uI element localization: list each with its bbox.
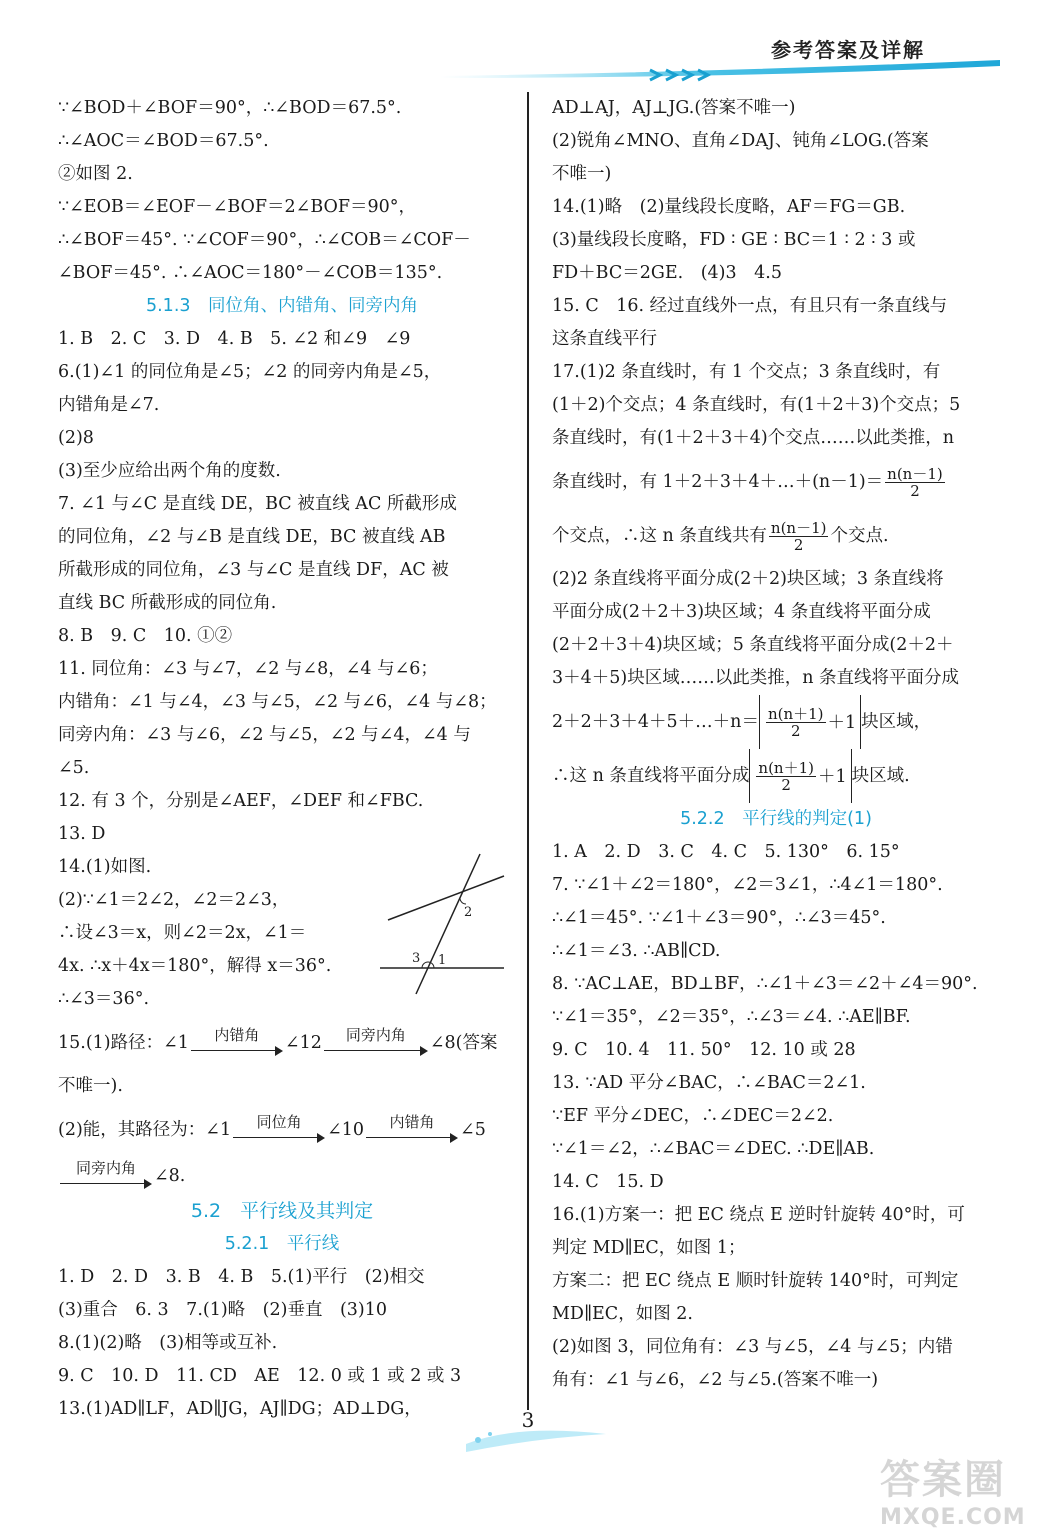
- text-line: (1＋2)个交点；4 条直线时，有(1＋2＋3)个交点；5: [552, 395, 961, 415]
- arrow-head-icon: [275, 1046, 283, 1056]
- text-line: 不唯一): [552, 164, 612, 184]
- text-line: 9. C 10. D 11. CD AE 12. 0 或 1 或 2 或 3: [58, 1366, 462, 1386]
- text-line: 直线 BC 所截形成的同位角.: [58, 593, 277, 613]
- labeled-arrow: [366, 1112, 458, 1146]
- text-line: 3＋4＋5)块区域……以此类推，n 条直线将平面分成: [552, 668, 960, 688]
- numerator: n(n－1): [887, 464, 943, 483]
- left-column: [58, 92, 506, 1426]
- text: 块区域.: [851, 766, 910, 786]
- text-line: 15. C 16. 经过直线外一点，有且只有一条直线与: [552, 296, 948, 316]
- text-line: (2)∵∠1＝2∠2，∠2＝2∠3，: [58, 890, 290, 910]
- angle-figure: [376, 846, 506, 998]
- text-line: (3)重合 6. 3 7.(1)略 (2)垂直 (3)10: [58, 1300, 388, 1320]
- column-divider: [527, 92, 529, 1410]
- numerator: n(n－1): [770, 518, 827, 537]
- denominator: 2: [781, 776, 791, 795]
- text-line: (2)8: [58, 428, 94, 448]
- text-line: 14. C 15. D: [552, 1172, 664, 1192]
- arrow-label: 同旁内角: [345, 1025, 406, 1044]
- text-line: 9. C 10. 4 11. 50° 12. 10 或 28: [552, 1040, 856, 1060]
- text-line: 条直线时，有(1＋2＋3＋4)个交点……以此类推，n: [552, 428, 954, 448]
- page-number: 3: [521, 1408, 535, 1432]
- angle-label-3: 3: [412, 951, 421, 966]
- text-line: ∴设∠3＝x，则∠2＝2x，∠1＝: [58, 923, 307, 943]
- formula-line: [552, 695, 1000, 749]
- text-line: ∴∠AOC＝∠BOD＝67.5°.: [58, 131, 269, 151]
- numerator: n(n＋1): [758, 758, 814, 777]
- text-line: 平面分成(2＋2＋3)块区域；4 条直线将平面分成: [552, 602, 931, 622]
- section-heading-5-2-1: 5.2.1 平行线: [224, 1234, 340, 1254]
- text-line: 不唯一).: [58, 1076, 123, 1096]
- angle-label-2: 2: [464, 905, 473, 920]
- text-line: 6.(1)∠1 的同位角是∠5；∠2 的同旁内角是∠5，: [58, 362, 442, 382]
- watermark-url: MXQE.COM: [880, 1505, 1026, 1530]
- text-line: (3)量线段长度略，FD ∶ GE ∶ BC＝1 ∶ 2 ∶ 3 或: [552, 230, 916, 250]
- text-line: 8. B 9. C 10. ①②: [58, 626, 233, 646]
- text: 个交点.: [830, 526, 889, 546]
- figure-line: [388, 876, 504, 920]
- text-line: 7. ∵∠1＋∠2＝180°，∠2＝3∠1，∴4∠1＝180°.: [552, 875, 943, 895]
- text-line: 13. D: [58, 824, 106, 844]
- text-line: 4x. ∴x＋4x＝180°，解得 x＝36°.: [58, 956, 332, 976]
- text-line: 1. D 2. D 3. B 4. B 5.(1)平行 (2)相交: [58, 1267, 425, 1287]
- text-line: 8. ∵AC⊥AE，BD⊥BF，∴∠1＋∠3＝∠2＋∠4＝90°.: [552, 974, 978, 994]
- text: ∠5: [460, 1120, 486, 1140]
- text: ＋1: [827, 712, 857, 733]
- section-heading-5-2-2: 5.2.2 平行线的判定(1): [680, 809, 872, 829]
- text-line: 这条直线平行: [552, 329, 657, 349]
- text-line: ∵∠EOB＝∠EOF－∠BOF＝2∠BOF＝90°，: [58, 197, 417, 217]
- angle-arc: [460, 898, 466, 904]
- fraction: [756, 760, 816, 794]
- arrow-head-icon: [420, 1046, 428, 1056]
- text: 条直线时，有 1＋2＋3＋4＋…＋(n－1)＝: [552, 472, 884, 492]
- text: ∴这 n 条直线将平面分成: [552, 766, 750, 786]
- text-line: ∵∠1＝35°，∠2＝35°，∴∠3＝∠4. ∴AE∥BF.: [552, 1007, 911, 1027]
- labeled-arrow: [60, 1158, 152, 1192]
- arrow-label: 同位角: [256, 1112, 302, 1131]
- text-line: ∴∠3＝36°.: [58, 989, 150, 1009]
- figure-line: [416, 854, 480, 994]
- arrow-head-icon: [144, 1179, 152, 1189]
- text-line: ∵∠BOD＋∠BOF＝90°，∴∠BOD＝67.5°.: [58, 98, 402, 118]
- text-line: FD＋BC＝2GE. (4)3 4.5: [552, 263, 782, 283]
- text-line: 13.(1)AD∥LF，AD∥JG，AJ∥DG；AD⊥DG，: [58, 1399, 422, 1419]
- formula-line: [552, 455, 1000, 509]
- labeled-arrow: [324, 1025, 428, 1059]
- text-line: 11. 同位角：∠3 与∠7，∠2 与∠8，∠4 与∠6；: [58, 659, 438, 679]
- arrow-label: 内错角: [214, 1025, 260, 1044]
- section-heading-5-1-3: 5.1.3 同位角、内错角、同旁内角: [145, 296, 419, 316]
- text: (2)能，其路径为：∠1: [58, 1120, 232, 1140]
- watermark-text: 答案圈: [880, 1457, 1006, 1503]
- numerator: n(n＋1): [767, 704, 824, 723]
- formula-line: [552, 749, 1000, 803]
- text-line: ②如图 2.: [58, 164, 133, 184]
- arrow-head-icon: [317, 1133, 325, 1143]
- text-line: MD∥EC，如图 2.: [552, 1304, 693, 1324]
- text: ∠10: [327, 1120, 365, 1140]
- formula-line: [552, 509, 1000, 563]
- text-line: 同旁内角：∠3 与∠6，∠2 与∠5，∠2 与∠4，∠4 与: [58, 725, 471, 745]
- angle-label-1: 1: [438, 953, 447, 968]
- text-line: 17.(1)2 条直线时，有 1 个交点；3 条直线时，有: [552, 362, 941, 382]
- text: ∠8(答案: [429, 1033, 498, 1053]
- fraction: [885, 466, 945, 500]
- path-line-1: [58, 1016, 506, 1070]
- text-line: (2＋2＋3＋4)块区域；5 条直线将平面分成(2＋2＋: [552, 635, 954, 655]
- text-line: 7. ∠1 与∠C 是直线 DE，BC 被直线 AC 所截形成: [58, 494, 457, 514]
- text: ∠8.: [154, 1166, 186, 1186]
- text-line: ∴∠1＝45°. ∵∠1＋∠3＝90°，∴∠3＝45°.: [552, 908, 886, 928]
- text: 15.(1)路径：∠1: [58, 1033, 189, 1053]
- watermark-logo: [880, 1448, 1050, 1532]
- text-line: 所截形成的同位角，∠3 与∠C 是直线 DF，AC 被: [58, 560, 449, 580]
- text-line: 13. ∵AD 平分∠BAC，∴∠BAC＝2∠1.: [552, 1073, 866, 1093]
- text-line: ∵∠1＝∠2，∴∠BAC＝∠DEC. ∴DE∥AB.: [552, 1139, 875, 1159]
- text-line: ∴∠1＝∠3. ∴AB∥CD.: [552, 941, 721, 961]
- right-column: [552, 92, 1000, 1397]
- denominator: 2: [790, 722, 801, 741]
- header-title: 参考答案及详解: [771, 38, 925, 62]
- text: 2＋2＋3＋4＋5＋…＋n＝: [552, 712, 759, 732]
- text-line: 12. 有 3 个，分别是∠AEF，∠DEF 和∠FBC.: [58, 791, 424, 811]
- bracket-expression: [749, 749, 851, 803]
- text-line: 14.(1)略 (2)量线段长度略，AF＝FG＝GB.: [552, 197, 906, 217]
- header-decoration: [440, 58, 1000, 86]
- text-line: ∠BOF＝45°. ∴∠AOC＝180°－∠COB＝135°.: [58, 263, 443, 283]
- text-line: 的同位角，∠2 与∠B 是直线 DE，BC 被直线 AB: [58, 527, 446, 547]
- text-line: 14.(1)如图.: [58, 857, 152, 877]
- denominator: 2: [793, 536, 804, 554]
- text-line: 方案二：把 EC 绕点 E 顺时针旋转 140°时，可判定: [552, 1271, 959, 1291]
- text-line: AD⊥AJ，AJ⊥JG.(答案不唯一): [552, 98, 796, 118]
- bracket-expression: [759, 695, 861, 749]
- text: ∠12: [284, 1033, 322, 1053]
- text-line: 1. B 2. C 3. D 4. B 5. ∠2 和∠9 ∠9: [58, 329, 411, 349]
- text-line: ∴∠BOF＝45°. ∵∠COF＝90°，∴∠COB＝∠COF－: [58, 230, 471, 250]
- text-line: 判定 MD∥EC，如图 1；: [552, 1238, 746, 1258]
- labeled-arrow: [191, 1025, 283, 1059]
- fraction: [769, 520, 829, 554]
- text-line: (2)2 条直线将平面分成(2＋2)块区域；3 条直线将: [552, 569, 944, 589]
- text-line: ∵EF 平分∠DEC，∴∠DEC＝2∠2.: [552, 1106, 834, 1126]
- text-line: ∠5.: [58, 758, 90, 778]
- arrow-head-icon: [450, 1133, 458, 1143]
- path-line-3: [58, 1157, 506, 1195]
- section-heading-5-2: 5.2 平行线及其判定: [190, 1200, 374, 1222]
- text-line: (2)锐角∠MNO、直角∠DAJ、钝角∠LOG.(答案: [552, 131, 929, 151]
- text-line: 1. A 2. D 3. C 4. C 5. 130° 6. 15°: [552, 842, 900, 862]
- path-line-2: [58, 1103, 506, 1157]
- text-line: 内错角：∠1 与∠4，∠3 与∠5，∠2 与∠6，∠4 与∠8；: [58, 692, 497, 712]
- text-line: 16.(1)方案一：把 EC 绕点 E 逆时针旋转 40°时，可: [552, 1205, 965, 1225]
- text-line: (3)至少应给出两个角的度数.: [58, 461, 281, 481]
- labeled-arrow: [233, 1112, 325, 1146]
- text: ＋1: [817, 766, 847, 787]
- fraction: [766, 706, 826, 740]
- text-line: (2)如图 3，同位角有：∠3 与∠5，∠4 与∠5；内错: [552, 1337, 953, 1357]
- text-line: 角有：∠1 与∠6，∠2 与∠5.(答案不唯一): [552, 1370, 879, 1390]
- text: 个交点，∴这 n 条直线共有: [552, 526, 767, 546]
- text-line: 内错角是∠7.: [58, 395, 160, 415]
- text-line: 8.(1)(2)略 (3)相等或互补.: [58, 1333, 278, 1353]
- text: 块区域，: [861, 712, 932, 732]
- denominator: 2: [910, 482, 920, 500]
- arrow-label: 内错角: [389, 1112, 435, 1131]
- arrow-label: 同旁内角: [75, 1158, 136, 1177]
